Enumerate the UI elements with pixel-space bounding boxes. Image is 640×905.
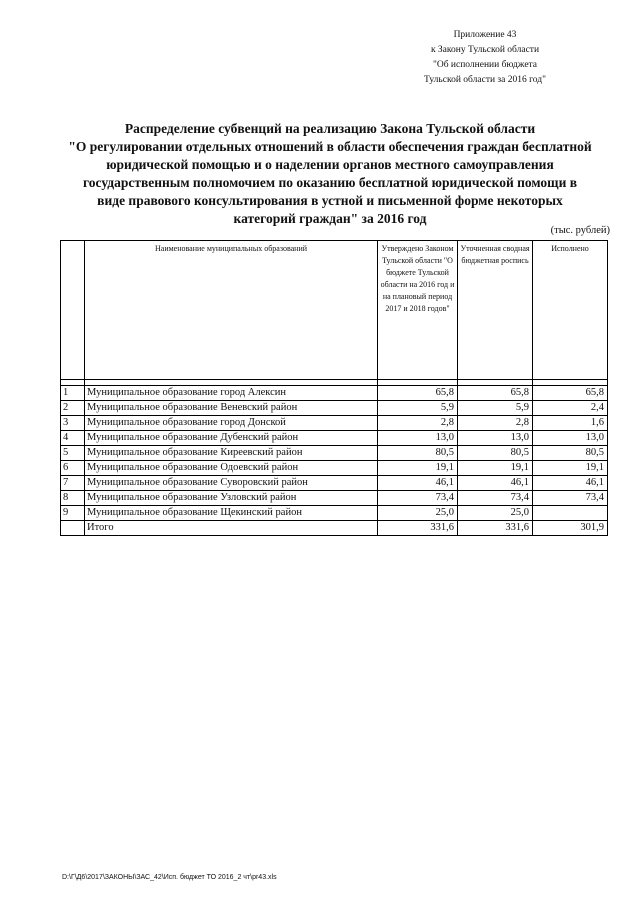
title-line-1: Распределение субвенций на реализацию Закона Тульской области [124,121,536,136]
row-refined: 5,9 [458,401,533,416]
row-refined: 80,5 [458,446,533,461]
subventions-table [60,240,608,536]
row-executed: 2,4 [533,401,608,416]
file-path-footer: D:\Г\Д6\2017\ЗАКОНЫ\ЗАС_42\Исп. бюджет ТО 2016_2 чт\pr43.xls [62,874,277,881]
row-executed: 65,8 [533,386,608,401]
table-row [61,491,608,506]
title-line-3: юридической помощью и о наделении органов местного самоуправления [106,157,554,172]
row-approved: 331,6 [378,521,458,536]
row-name: Муниципальное образование Щекинский район [85,506,378,521]
row-executed: 73,4 [533,491,608,506]
appendix-block [400,28,570,88]
row-name: Муниципальное образование Веневский район [85,401,378,416]
row-index: 9 [61,506,85,521]
title-line-2: "О регулировании отдельных отношений в области обеспечения граждан бесплатной [68,139,592,154]
table-row [61,506,608,521]
appendix-line-3: "Об исполнении бюджета [432,60,538,70]
header-name: Наименование муниципальных образований [85,241,378,380]
row-name: Итого [85,521,378,536]
row-executed: 301,9 [533,521,608,536]
row-approved: 46,1 [378,476,458,491]
row-executed: 46,1 [533,476,608,491]
row-name: Муниципальное образование Узловский район [85,491,378,506]
row-executed [533,506,608,521]
row-index: 8 [61,491,85,506]
row-refined: 73,4 [458,491,533,506]
table-row [61,431,608,446]
document-title [50,120,610,228]
header-executed: Исполнено [533,241,608,380]
table-body [61,380,608,536]
row-refined: 25,0 [458,506,533,521]
row-name: Муниципальное образование город Алексин [85,386,378,401]
units-label: (тыс. рублей) [550,225,610,236]
table-row [61,416,608,431]
table-header-row [61,241,608,380]
row-approved: 73,4 [378,491,458,506]
row-executed: 1,6 [533,416,608,431]
row-name: Муниципальное образование Киреевский район [85,446,378,461]
row-approved: 19,1 [378,461,458,476]
row-refined: 65,8 [458,386,533,401]
row-index [61,521,85,536]
table-row [61,446,608,461]
table-row [61,401,608,416]
row-refined: 331,6 [458,521,533,536]
row-refined: 13,0 [458,431,533,446]
row-refined: 19,1 [458,461,533,476]
row-index: 4 [61,431,85,446]
row-index: 3 [61,416,85,431]
table-row [61,461,608,476]
row-index: 2 [61,401,85,416]
row-executed: 13,0 [533,431,608,446]
row-name: Муниципальное образование Одоевский район [85,461,378,476]
row-approved: 5,9 [378,401,458,416]
header-approved: Утверждено Законом Тульской области "О бюджете Тульской области на 2016 год и на плановый период 2017 и 2018 годов" [378,241,458,380]
row-approved: 65,8 [378,386,458,401]
row-refined: 2,8 [458,416,533,431]
row-approved: 13,0 [378,431,458,446]
row-executed: 80,5 [533,446,608,461]
title-line-6: категорий граждан" за 2016 год [233,211,427,226]
row-approved: 80,5 [378,446,458,461]
row-index: 7 [61,476,85,491]
header-index [61,241,85,380]
appendix-line-4: Тульской области за 2016 год" [424,75,546,85]
header-refined: Уточненная сводная бюджетная роспись [458,241,533,380]
row-executed: 19,1 [533,461,608,476]
row-refined: 46,1 [458,476,533,491]
total-row [61,521,608,536]
row-index: 5 [61,446,85,461]
row-index: 1 [61,386,85,401]
title-line-5: виде правового консультирования в устной и письменной форме некоторых [97,193,563,208]
row-index: 6 [61,461,85,476]
row-name: Муниципальное образование город Донской [85,416,378,431]
table-row [61,386,608,401]
appendix-line-2: к Закону Тульской области [430,45,540,55]
appendix-line-1: Приложение 43 [453,30,517,40]
row-name: Муниципальное образование Дубенский район [85,431,378,446]
row-name: Муниципальное образование Суворовский район [85,476,378,491]
row-approved: 25,0 [378,506,458,521]
row-approved: 2,8 [378,416,458,431]
title-line-4: государственным полномочием по оказанию бесплатной юридической помощи в [82,175,578,190]
table-row [61,476,608,491]
